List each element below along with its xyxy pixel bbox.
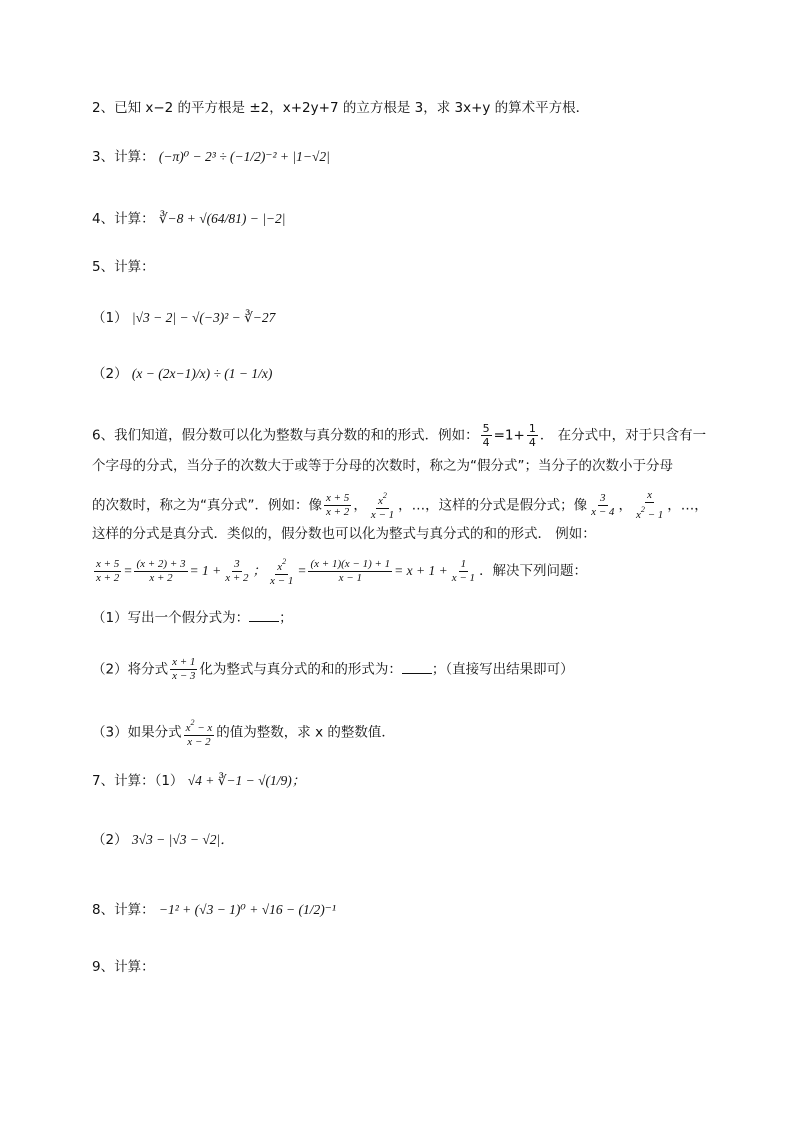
fraction-x5-x2: $\frac{x + 5}{x + 2}$ (326, 492, 350, 518)
q7-2-label: （2） (92, 832, 128, 848)
question-3 (92, 147, 330, 167)
q4-expression: ∛−8 + √(64/81) − |−2| (158, 211, 286, 226)
question-5-1 (92, 308, 275, 328)
question-6-2 (92, 656, 574, 683)
fraction-x2x-x2: $\frac{x^2 - x}{x - 2}$ (185, 718, 213, 748)
q7-1-expression: √4 + ∛−1 − √(1/9)； (187, 773, 306, 788)
question-2: 2、已知 x−2 的平方根是 ±2，x+2y+7 的立方根是 3，求 3x+y 的算术平方根． (92, 100, 590, 116)
q6-example-intro: 的次数时，称之为“真分式”．例如：像 (92, 497, 322, 514)
question-6-line-5: $\frac{x + 5}{x + 2}$ = $\frac{(x + 2) + 3}{x + 2}$ = 1 + $\frac{3}{x + 2}$ ； $\frac{x^2}{x - 1}$ = $\frac{(x + 1)(x - 1) + 1}{x - 1}$ = x + 1 + $\frac{1}{x - 1}$ ．解决下列问题： (96, 557, 588, 587)
q5-2-expression: (x − (2x−1)/x) ÷ (1 − 1/x) (131, 366, 273, 381)
question-7-2 (92, 830, 234, 850)
q6-intro: 6、我们知道，假分数可以化为整数与真分数的和的形式．例如： (92, 427, 479, 444)
question-5-2 (92, 364, 272, 384)
q5-2-label: （2） (92, 366, 128, 382)
q5-1-expression: |√3 − 2| − √(−3)² − ∛−27 (131, 310, 276, 325)
fraction-a: $\frac{x + 5}{x + 2}$ (96, 558, 120, 584)
q7-label: 7、计算：（1） (92, 773, 184, 789)
question-7-1 (92, 771, 305, 791)
fraction-c: $\frac{3}{x + 2}$ (225, 558, 249, 584)
q4-label: 4、计算： (92, 211, 155, 227)
fraction-e: $\frac{(x + 1)(x - 1) + 1}{x - 1}$ (310, 558, 391, 584)
q6-2-end: ；（直接写出结果即可） (431, 661, 574, 678)
fraction-b: $\frac{(x + 2) + 3}{x + 2}$ (136, 558, 186, 584)
q6-1-end: ； (279, 610, 293, 626)
fraction-f: $\frac{1}{x - 1}$ (451, 558, 476, 584)
question-8 (92, 900, 336, 920)
fraction-x2-x1: $\frac{x^2}{x - 1}$ (370, 491, 395, 521)
question-9: 9、计算： (92, 959, 155, 975)
question-6-1 (92, 607, 293, 628)
q8-expression: −1² + (√3 − 1)⁰ + √16 − (1/2)⁻¹ (158, 902, 336, 917)
q6-2-mid: 化为整式与真分式的和的形式为： (199, 661, 402, 678)
fraction-3-x4: $\frac{3}{x - 4}$ (591, 492, 615, 518)
question-6-3 (92, 716, 395, 749)
q6-intro-cont: ． 在分式中，对于只含有一 (539, 427, 707, 444)
q3-expression: (−π)⁰ − 2³ ÷ (−1/2)⁻² + |1−√2| (158, 149, 330, 164)
fraction-5-4: $\frac{5}{4}$ (482, 422, 490, 449)
fraction-x-x21: $\frac{x}{x^2 - 1}$ (635, 489, 664, 521)
answer-blank[interactable] (402, 659, 432, 674)
question-6-line-1 (92, 422, 706, 449)
q6-3-text: （3）如果分式 (92, 724, 182, 741)
question-6-line-4: 这样的分式是真分式．类似的，假分数也可以化为整式与真分式的和的形式． 例如： (92, 526, 596, 542)
q3-label: 3、计算： (92, 149, 155, 165)
fraction-x1-x3: $\frac{x + 1}{x - 3}$ (172, 656, 196, 682)
fraction-1-4: $\frac{1}{4}$ (528, 422, 536, 449)
q6-etc: ，…， (667, 497, 708, 514)
question-6-line-3: 的次数时，称之为“真分式”．例如：像 $\frac{x + 5}{x + 2}$ ， $\frac{x^2}{x - 1}$ ，…，这样的分式是假分式；像 $\frac{3}{x - 4}$ ， $\frac{x}{x^2 - 1}$ ，…， (92, 489, 708, 521)
answer-blank[interactable] (249, 607, 279, 622)
q6-solve-prompt: ．解决下列问题： (479, 563, 588, 579)
q6-improper-note: ，…，这样的分式是假分式；像 (398, 497, 588, 514)
q6-equals: =1+ (493, 427, 525, 444)
q8-label: 8、计算： (92, 902, 155, 918)
q7-2-expression: 3√3 − |√3 − √2|． (131, 832, 234, 847)
question-4 (92, 209, 286, 229)
question-5: 5、计算： (92, 259, 155, 275)
fraction-d: $\frac{x^2}{x - 1}$ (270, 557, 294, 587)
q5-1-label: （1） (92, 310, 128, 326)
q6-3-end: 的值为整数，求 x 的整数值． (216, 724, 395, 741)
q6-2-text: （2）将分式 (92, 661, 169, 678)
q6-1-text: （1）写出一个假分式为： (92, 610, 250, 626)
question-6-line-2: 个字母的分式，当分子的次数大于或等于分母的次数时，称之为“假分式”；当分子的次数小于分母 (92, 458, 673, 474)
